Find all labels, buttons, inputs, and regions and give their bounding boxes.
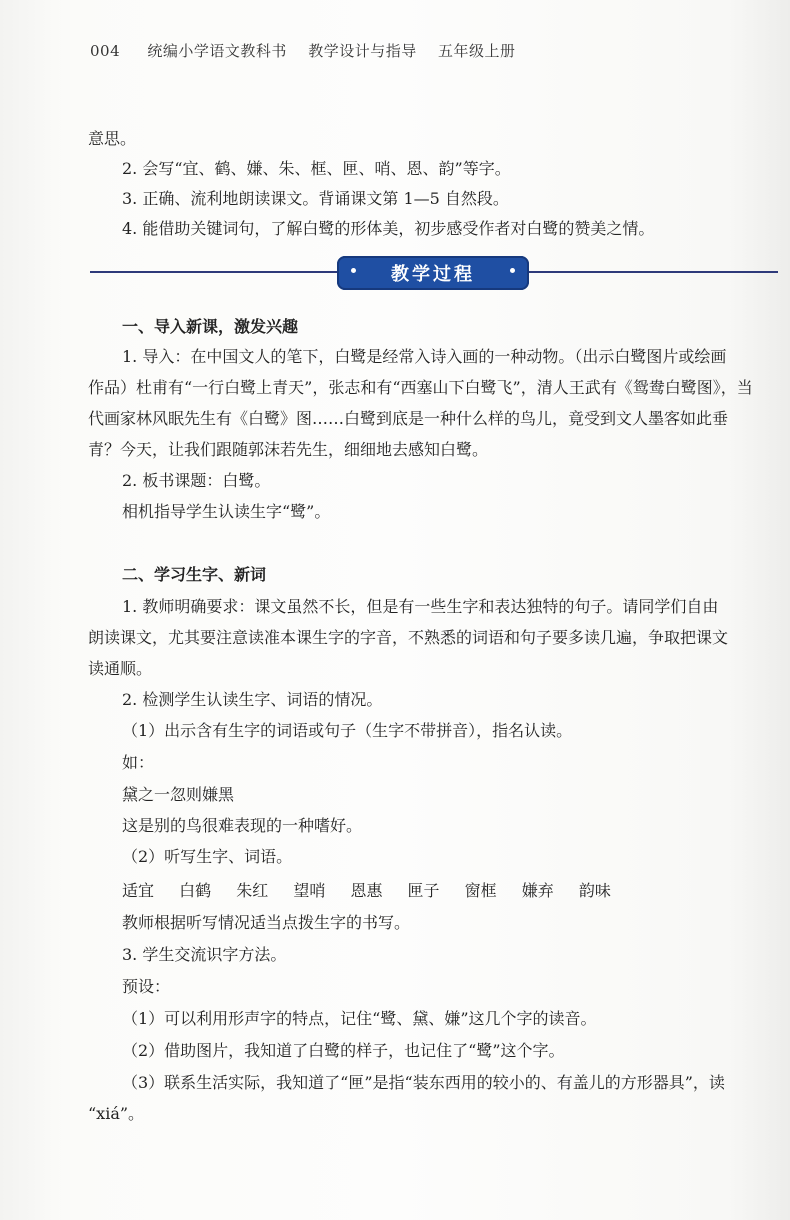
part1-p1-line4: 青？今天，让我们跟随郭沫若先生，细细地去感知白鹭。 [88,440,489,459]
objective-2: 2. 会写“宜、鹤、嫌、朱、框、匣、哨、恩、韵”等字。 [122,159,511,178]
part2-p11-line1: （3）联系生活实际，我知道了“匣”是指“装东西用的较小的、有盖儿的方形器具”，读 [122,1073,725,1092]
dictation-word: 适宜 [122,881,155,900]
example-2: 这是别的鸟很难表现的一种嗜好。 [122,816,363,835]
part1-p3: 相机指导学生认读生字“鹭”。 [122,502,331,521]
banner-dot-right [510,268,515,273]
part2-p9: （1）可以利用形声字的特点，记住“鹭、黛、嫌”这几个字的读音。 [122,1009,597,1028]
part2-p8: 预设： [122,977,171,996]
part1-p2: 2. 板书课题：白鹭。 [122,471,271,490]
part2-p7: 3. 学生交流识字方法。 [122,945,287,964]
objective-3: 3. 正确、流利地朗读课文。背诵课文第 1—5 自然段。 [122,189,509,208]
part2-p10: （2）借助图片，我知道了白鹭的样子，也记住了“鹭”这个字。 [122,1041,565,1060]
book-title: 统编小学语文教科书 [147,42,287,60]
page-number: 004 [90,42,121,60]
part2-p6: 教师根据听写情况适当点拨生字的书写。 [122,913,411,932]
running-header [90,40,516,61]
part2-p1-line2: 朗读课文，尤其要注意读准本课生字的字音，不熟悉的词语和句子要多读几遍，争取把课文 [88,628,729,647]
part1-p1-line1: 1. 导入：在中国文人的笔下，白鹭是经常入诗入画的一种动物。（出示白鹭图片或绘画 [122,347,727,366]
part2-p1-line3: 读通顺。 [88,659,153,678]
section-banner [337,256,529,290]
dictation-word: 白鹤 [179,881,212,900]
part2-p5: （2）听写生字、词语。 [122,847,293,866]
part2-p1-line1: 1. 教师明确要求：课文虽然不长，但是有一些生字和表达独特的句子。请同学们自由 [122,597,719,616]
objective-continuation: 意思。 [88,129,137,148]
dictation-word: 嫌弃 [521,881,554,900]
part1-heading: 一、导入新课，激发兴趣 [122,317,299,336]
part2-p2: 2. 检测学生认读生字、词语的情况。 [122,690,383,709]
dictation-word: 恩惠 [350,881,383,900]
dictation-word: 匣子 [407,881,440,900]
book-subtitle: 教学设计与指导 [308,42,417,60]
dictation-word: 韵味 [578,881,611,900]
part1-p1-line3: 代画家林风眠先生有《白鹭》图……白鹭到底是一种什么样的鸟儿，竟受到文人墨客如此垂 [88,409,729,428]
objective-4: 4. 能借助关键词句，了解白鹭的形体美，初步感受作者对白鹭的赞美之情。 [122,219,655,238]
dictation-word: 窗框 [464,881,497,900]
example-1: 黛之一忽则嫌黑 [122,785,235,804]
part2-heading: 二、学习生字、新词 [122,565,267,584]
dictation-word: 朱红 [236,881,269,900]
part2-p3: （1）出示含有生字的词语或句子（生字不带拼音），指名认读。 [122,721,573,740]
banner-dot-left [351,268,356,273]
section-banner-title: 教学过程 [391,264,475,285]
grade-label: 五年级上册 [438,42,516,60]
part1-p1-line2: 作品）杜甫有“一行白鹭上青天”，张志和有“西塞山下白鹭飞”，清人王武有《鸳鸯白鹭图》，当 [88,378,753,397]
part2-p4: 如： [122,753,155,772]
dictation-word-list [122,880,631,902]
dictation-word: 望哨 [293,881,326,900]
part2-p11-line2: “xiá”。 [88,1104,145,1123]
